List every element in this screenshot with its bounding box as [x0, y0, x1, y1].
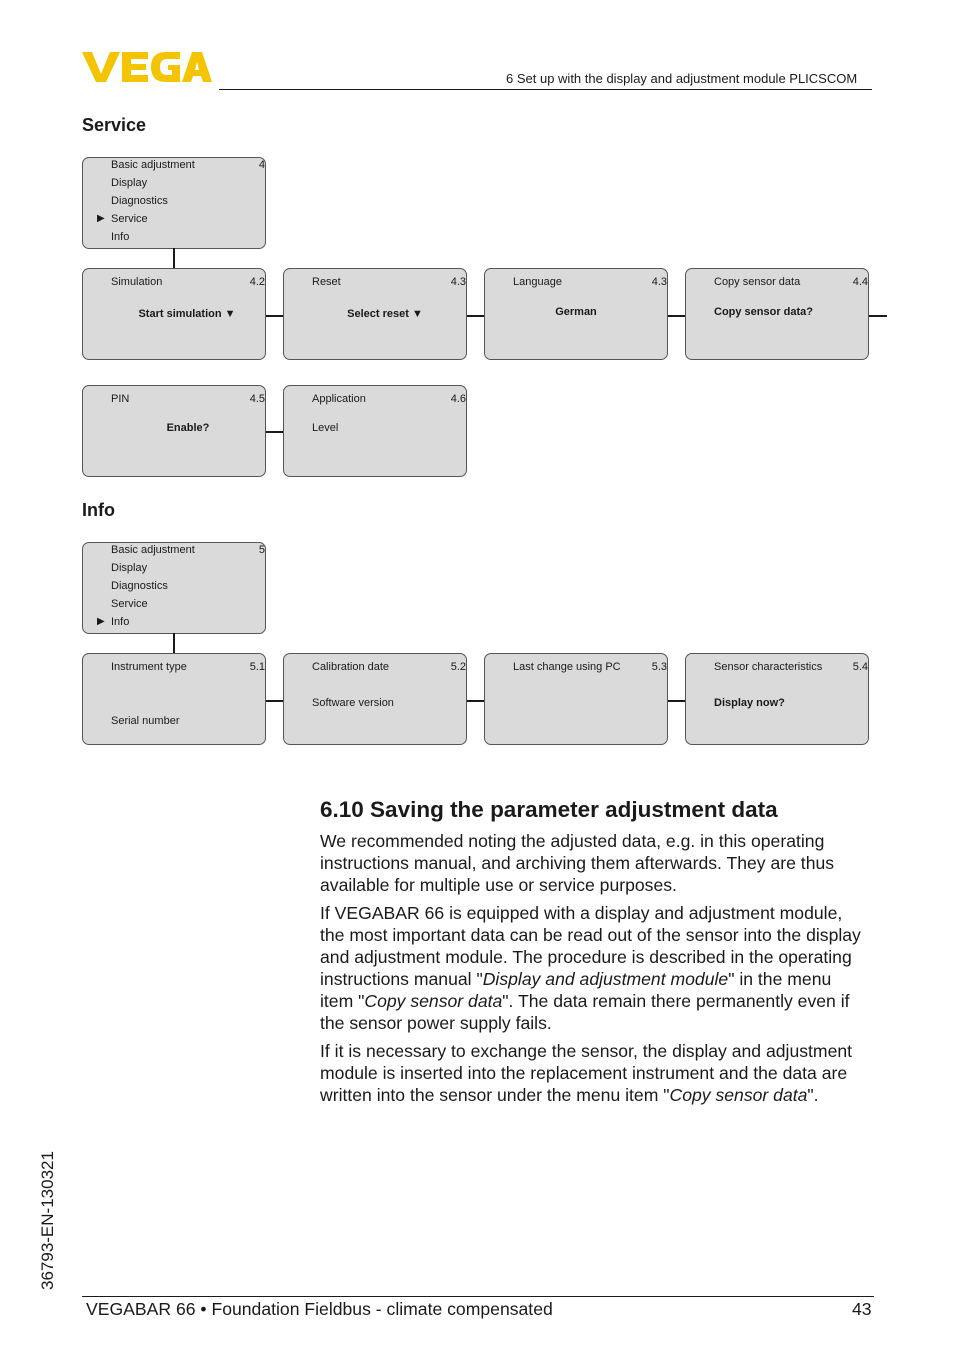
- menu-item: Info: [111, 231, 130, 243]
- menu-number: 5: [258, 544, 265, 556]
- menu-item-selected: ▶ Info: [97, 616, 130, 628]
- box-content: Enable?: [166, 422, 210, 434]
- text-line: written into the sensor under the menu item "Copy sensor data".: [320, 1085, 819, 1105]
- text-line: instructions manual "Display and adjustment module" in the menu: [320, 969, 832, 989]
- text-line: If VEGABAR 66 is equipped with a display and adjustment module,: [320, 903, 843, 923]
- menu-item: Basic adjustment: [111, 544, 195, 556]
- box-sensor-characteristics: [685, 653, 869, 745]
- box-number: 5.1: [249, 661, 265, 673]
- menu-item: Display: [111, 177, 148, 189]
- box-application: [283, 385, 467, 477]
- menu-item: Diagnostics: [111, 195, 168, 207]
- selection-arrow-icon: ▶: [97, 616, 105, 627]
- text-line: item "Copy sensor data". The data remain there permanently even if: [320, 991, 850, 1011]
- paragraph-3: [320, 1040, 880, 1106]
- box-last-change: [484, 653, 668, 745]
- connector: [266, 431, 284, 433]
- box-content: Software version: [312, 697, 394, 709]
- box-language: [484, 268, 668, 360]
- info-main-menu: [82, 542, 266, 634]
- box-title: Sensor characteristics: [714, 661, 823, 673]
- info-heading: Info: [82, 500, 115, 520]
- box-calibration-date: [283, 653, 467, 745]
- header-rule: [219, 89, 872, 90]
- box-number: 4.6: [450, 393, 466, 405]
- text-line: We recommended noting the adjusted data, e.g. in this operating: [320, 831, 825, 851]
- box-reset: [283, 268, 467, 360]
- box-pin: [82, 385, 266, 477]
- menu-item: Service: [111, 598, 148, 610]
- box-number: 4.3: [651, 276, 667, 288]
- text-line: module is inserted into the replacement instrument and the data are: [320, 1063, 848, 1083]
- paragraph-2: [320, 902, 880, 1034]
- connector: [467, 315, 485, 317]
- box-title: Language: [513, 276, 562, 288]
- connector: [266, 315, 284, 317]
- box-copy-sensor-data: [685, 268, 869, 360]
- box-instrument-type: [82, 653, 266, 745]
- menu-number: 4: [258, 159, 265, 171]
- text-line: and adjustment module. The procedure is described in the operating: [320, 947, 852, 967]
- connector: [668, 700, 686, 702]
- vega-logo: [82, 50, 212, 84]
- menu-item: Diagnostics: [111, 580, 168, 592]
- footer-product: VEGABAR 66 • Foundation Fieldbus - climate compensated: [86, 1299, 553, 1319]
- box-content: Start simulation ▼: [138, 308, 236, 320]
- box-title: Application: [312, 393, 366, 405]
- box-number: 4.2: [249, 276, 265, 288]
- service-main-menu: [82, 157, 266, 249]
- box-content: Copy sensor data?: [714, 306, 814, 318]
- connector: [869, 315, 887, 317]
- box-content: Serial number: [111, 715, 180, 727]
- section-heading: 6.10 Saving the parameter adjustment data: [320, 797, 778, 822]
- box-title: PIN: [111, 393, 130, 405]
- connector: [173, 633, 175, 654]
- connector: [467, 700, 485, 702]
- box-number: 4.3: [450, 276, 466, 288]
- box-title: Instrument type: [111, 661, 187, 673]
- box-content: Select reset ▼: [347, 308, 423, 320]
- box-number: 4.5: [249, 393, 265, 405]
- selection-arrow-icon: ▶: [97, 213, 105, 224]
- text-line: available for multiple use or service purposes.: [320, 875, 677, 895]
- box-title: Calibration date: [312, 661, 390, 673]
- connector: [266, 700, 284, 702]
- box-number: 4.4: [852, 276, 868, 288]
- text-line: instructions manual, and archiving them afterwards. They are thus: [320, 853, 835, 873]
- page-number: 43: [852, 1299, 872, 1319]
- box-title: Simulation: [111, 276, 163, 288]
- box-simulation: [82, 268, 266, 360]
- box-number: 5.4: [852, 661, 868, 673]
- menu-item: Display: [111, 562, 148, 574]
- box-content: Level: [312, 422, 339, 434]
- document-code: 36793-EN-130321: [38, 1151, 57, 1290]
- box-number: 5.2: [450, 661, 466, 673]
- paragraph-1: [320, 830, 880, 896]
- box-title: Copy sensor data: [714, 276, 801, 288]
- connector: [668, 315, 686, 317]
- box-content: Display now?: [714, 697, 785, 709]
- menu-item: Basic adjustment: [111, 159, 195, 171]
- header-section-title: 6 Set up with the display and adjustment module PLICSCOM: [506, 71, 858, 86]
- menu-item-selected: ▶ Service: [97, 213, 148, 225]
- footer-rule: [82, 1296, 874, 1297]
- text-line: If it is necessary to exchange the sensor, the display and adjustment: [320, 1041, 853, 1061]
- connector: [173, 248, 175, 269]
- box-content: German: [555, 306, 597, 318]
- box-title: Reset: [312, 276, 341, 288]
- service-heading: Service: [82, 115, 147, 135]
- box-number: 5.3: [651, 661, 667, 673]
- text-line: the most important data can be read out of the sensor into the display: [320, 925, 861, 945]
- text-line: the sensor power supply fails.: [320, 1013, 552, 1033]
- box-title: Last change using PC: [513, 661, 621, 673]
